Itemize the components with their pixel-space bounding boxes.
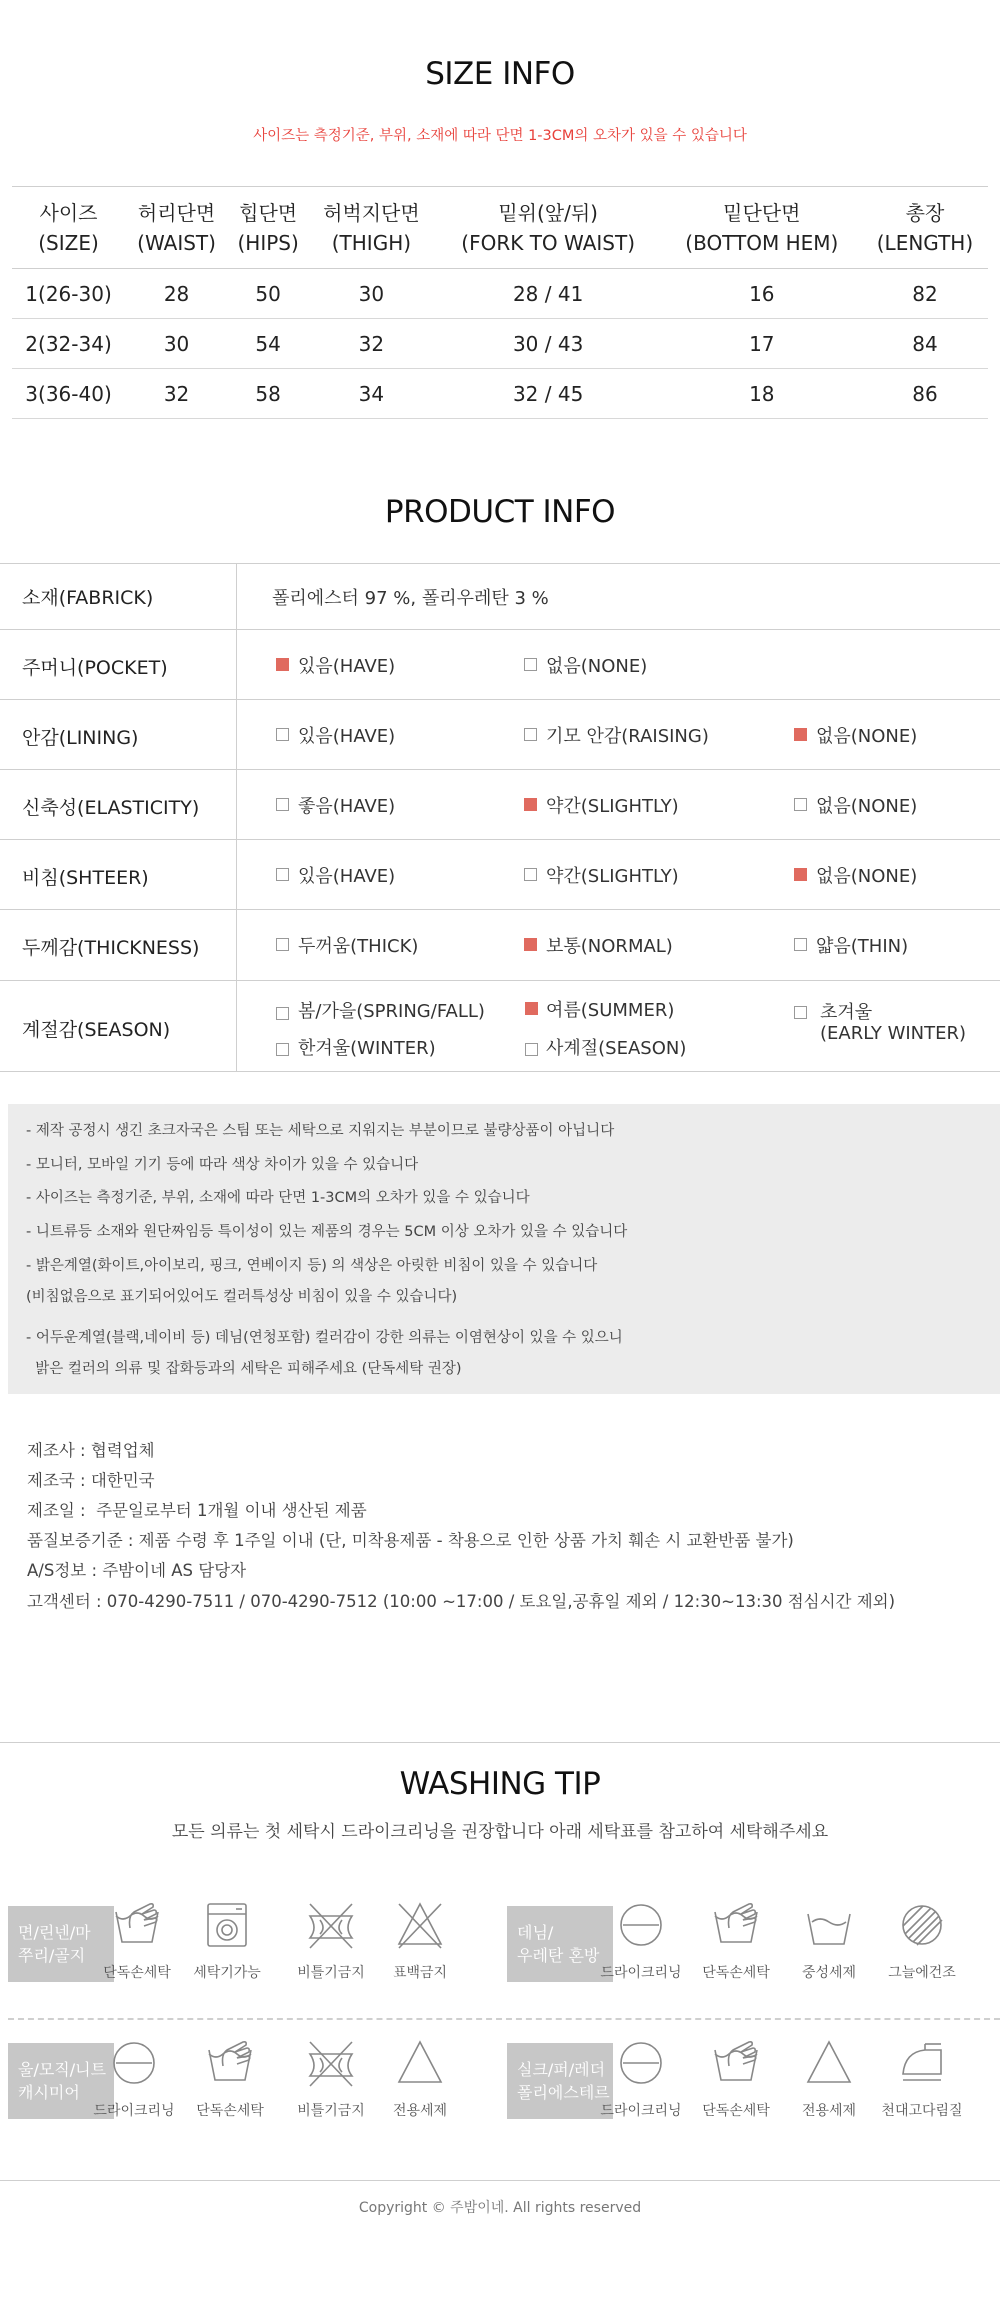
washing-item-label: 단독손세탁 bbox=[702, 2103, 770, 2119]
size-header-cell bbox=[228, 187, 308, 269]
season-checkbox-summer[interactable] bbox=[525, 1002, 538, 1015]
note-line: - 제작 공정시 생긴 초크자국은 스팀 또는 세탁으로 지워지는 부분이므로 불량상품이 아닙니다 bbox=[26, 1123, 615, 1139]
option-label: 없음(NONE) bbox=[546, 656, 648, 677]
maker-info-line: 제조사 : 협력업체 bbox=[27, 1441, 155, 1460]
size-header-cell bbox=[12, 187, 125, 269]
size-info-title: SIZE INFO bbox=[425, 56, 575, 92]
product-info-label: 비침(SHTEER) bbox=[22, 867, 149, 889]
washing-category-badge: 울/모직/니트 캐시미어 bbox=[8, 2043, 114, 2119]
note-line: - 어두운계열(블랙,네이비 등) 데님(연청포함) 컬러감이 강한 의류는 이염현상이 있을 수 있으니 bbox=[26, 1330, 623, 1346]
season-checkbox-winter[interactable] bbox=[276, 1043, 289, 1056]
size-table-cell: 58 bbox=[255, 381, 281, 406]
washing-item-label: 드라이크리닝 bbox=[600, 2103, 682, 2119]
hand-wash-icon bbox=[709, 1898, 763, 1952]
size-table-cell: 1(26-30) bbox=[25, 281, 112, 306]
maker-info-line: 제조일 : 주문일로부터 1개월 이내 생산된 제품 bbox=[27, 1501, 367, 1520]
fabric-value: 폴리에스터 97 %, 폴리우레탄 3 % bbox=[272, 588, 549, 609]
option-label: 없음(NONE) bbox=[816, 866, 918, 887]
size-header-ko: 밑위(앞/뒤) bbox=[498, 200, 598, 225]
option-checkbox[interactable] bbox=[794, 798, 807, 811]
size-table-cell: 32 bbox=[358, 331, 385, 356]
season-checkbox-all-season[interactable] bbox=[525, 1043, 538, 1056]
washing-tip-subtitle: 모든 의류는 첫 세탁시 드라이크리닝을 권장합니다 아래 세탁표를 참고하여 세탁해주세요 bbox=[171, 1822, 829, 1842]
washing-category-badge: 실크/퍼/레더 폴리에스테르 bbox=[507, 2043, 613, 2119]
size-header-en: (FORK TO WAIST) bbox=[461, 230, 635, 255]
size-table-cell: 28 / 41 bbox=[512, 281, 584, 306]
washing-item-label: 비틀기금지 bbox=[297, 1965, 365, 1981]
season-option-spring-fall: 봄/가을(SPRING/FALL) bbox=[298, 1001, 485, 1022]
option-checkbox[interactable] bbox=[276, 658, 289, 671]
product-info-row bbox=[0, 700, 1000, 770]
product-info-label: 안감(LINING) bbox=[22, 727, 139, 749]
size-header-cell bbox=[435, 187, 662, 269]
option-checkbox[interactable] bbox=[524, 728, 537, 741]
hand-wash-icon bbox=[203, 2036, 257, 2090]
no-wringing-icon bbox=[304, 1898, 358, 1952]
product-info-row bbox=[0, 910, 1000, 981]
note-line: - 모니터, 모바일 기기 등에 따라 색상 차이가 있을 수 있습니다 bbox=[26, 1157, 419, 1173]
shade-dry-icon bbox=[895, 1898, 949, 1952]
size-header-cell bbox=[862, 187, 988, 269]
option-checkbox[interactable] bbox=[524, 798, 537, 811]
dry-clean-icon bbox=[107, 2036, 161, 2090]
washing-item-label: 전용세제 bbox=[392, 2103, 448, 2119]
maker-info-line: A/S정보 : 주밤이네 AS 담당자 bbox=[27, 1561, 247, 1580]
size-table-cell: 84 bbox=[912, 331, 938, 356]
option-label: 있음(HAVE) bbox=[298, 866, 396, 887]
product-info-label: 두께감(THICKNESS) bbox=[22, 937, 200, 959]
dry-clean-icon bbox=[614, 1898, 668, 1952]
size-table-cell: 18 bbox=[749, 381, 775, 406]
option-label: 없음(NONE) bbox=[816, 726, 918, 747]
iron-with-cloth-icon bbox=[895, 2036, 949, 2090]
option-checkbox[interactable] bbox=[524, 868, 537, 881]
season-option-summer: 여름(SUMMER) bbox=[546, 1000, 675, 1021]
washing-item-label: 세탁기가능 bbox=[193, 1965, 261, 1981]
size-header-ko: 허벅지단면 bbox=[323, 200, 420, 225]
option-label: 좋음(HAVE) bbox=[298, 796, 396, 817]
dry-clean-icon bbox=[614, 2036, 668, 2090]
size-header-en: (LENGTH) bbox=[876, 230, 974, 255]
product-info-row bbox=[0, 840, 1000, 910]
size-table-cell: 54 bbox=[255, 331, 281, 356]
washing-machine-icon bbox=[200, 1898, 254, 1952]
size-table-header bbox=[12, 187, 988, 269]
season-checkbox-spring-fall[interactable] bbox=[276, 1007, 289, 1020]
size-table-cell: 32 bbox=[163, 381, 190, 406]
season-option-winter: 한겨울(WINTER) bbox=[298, 1038, 436, 1059]
size-table bbox=[12, 186, 988, 419]
option-label: 두꺼움(THICK) bbox=[298, 936, 419, 957]
size-table-cell: 3(36-40) bbox=[25, 381, 112, 406]
washing-category-badge: 데님/ 우레탄 혼방 bbox=[507, 1906, 613, 1982]
section-divider bbox=[0, 1742, 1000, 1743]
size-table-cell: 82 bbox=[912, 281, 938, 306]
special-detergent-icon bbox=[393, 2036, 447, 2090]
note-line: - 니트류등 소재와 원단짜임등 특이성이 있는 제품의 경우는 5CM 이상 오차가 있을 수 있습니다 bbox=[26, 1224, 628, 1240]
option-checkbox[interactable] bbox=[524, 938, 537, 951]
washing-category-badge: 면/린넨/마 쭈리/골지 bbox=[8, 1906, 114, 1982]
size-header-en: (HIPS) bbox=[237, 230, 299, 255]
size-header-cell bbox=[308, 187, 434, 269]
size-header-ko: 사이즈 bbox=[39, 200, 98, 225]
note-line: 밝은 컬러의 의류 및 잡화등과의 세탁은 피해주세요 (단독세탁 권장) bbox=[26, 1361, 462, 1377]
neutral-detergent-icon bbox=[802, 1898, 856, 1952]
footer-divider bbox=[0, 2180, 1000, 2181]
option-checkbox[interactable] bbox=[276, 728, 289, 741]
season-option-early-winter-en: (EARLY WINTER) bbox=[820, 1023, 967, 1044]
washing-item-label: 비틀기금지 bbox=[297, 2103, 365, 2119]
note-line: (비침없음으로 표기되어있어도 컬러특성상 비침이 있을 수 있습니다) bbox=[26, 1289, 458, 1305]
season-row bbox=[0, 981, 1000, 1072]
size-notice: 사이즈는 측정기준, 부위, 소재에 따라 단면 1-3CM의 오차가 있을 수 있습니다 bbox=[253, 128, 747, 144]
washing-item-label: 단독손세탁 bbox=[103, 1965, 171, 1981]
size-header-cell bbox=[125, 187, 228, 269]
washing-item-label: 단독손세탁 bbox=[196, 2103, 264, 2119]
size-table-cell: 2(32-34) bbox=[25, 331, 112, 356]
option-label: 있음(HAVE) bbox=[298, 656, 396, 677]
size-table-cell: 30 bbox=[358, 281, 385, 306]
no-bleach-icon bbox=[393, 1898, 447, 1952]
no-wringing-icon bbox=[304, 2036, 358, 2090]
washing-item-label: 천대고다림질 bbox=[881, 2103, 963, 2119]
note-line: - 밝은계열(화이트,아이보리, 핑크, 연베이지 등) 의 색상은 아릿한 비침이 있을 수 있습니다 bbox=[26, 1258, 598, 1274]
season-option-early-winter: 초겨울 bbox=[820, 1002, 873, 1023]
size-header-en: (BOTTOM HEM) bbox=[685, 230, 839, 255]
notes-box bbox=[8, 1104, 1000, 1394]
size-table-cell: 28 bbox=[163, 281, 190, 306]
option-checkbox[interactable] bbox=[794, 938, 807, 951]
option-checkbox[interactable] bbox=[276, 938, 289, 951]
washing-item-label: 드라이크리닝 bbox=[600, 1965, 682, 1981]
hand-wash-icon bbox=[110, 1898, 164, 1952]
copyright: Copyright © 주밤이네. All rights reserved bbox=[358, 2200, 642, 2216]
season-checkbox-early-winter[interactable] bbox=[794, 1006, 807, 1019]
size-header-ko: 밑단단면 bbox=[723, 200, 801, 225]
washing-item-label: 드라이크리닝 bbox=[93, 2103, 175, 2119]
size-header-en: (THIGH) bbox=[331, 230, 412, 255]
product-info-row bbox=[0, 770, 1000, 840]
product-info-label: 신축성(ELASTICITY) bbox=[22, 797, 200, 819]
fabric-row bbox=[0, 563, 1000, 630]
size-header-cell bbox=[662, 187, 862, 269]
size-header-en: (WAIST) bbox=[137, 230, 216, 255]
option-label: 보통(NORMAL) bbox=[546, 936, 673, 957]
season-option-all-season: 사계절(SEASON) bbox=[546, 1038, 687, 1059]
size-table-row bbox=[12, 369, 988, 419]
size-table-row bbox=[12, 319, 988, 369]
size-table-cell: 32 / 45 bbox=[512, 381, 584, 406]
size-header-en: (SIZE) bbox=[38, 230, 99, 255]
fabric-label: 소재(FABRICK) bbox=[22, 587, 154, 609]
size-header-ko: 총장 bbox=[905, 200, 945, 225]
hand-wash-icon bbox=[709, 2036, 763, 2090]
option-label: 기모 안감(RAISING) bbox=[546, 726, 709, 747]
option-label: 얇음(THIN) bbox=[816, 936, 909, 957]
maker-info-line: 품질보증기준 : 제품 수령 후 1주일 이내 (단, 미착용제품 - 착용으로 인한 상품 가치 훼손 시 교환반품 불가) bbox=[27, 1531, 794, 1550]
washing-dashed-divider bbox=[8, 2018, 1000, 2020]
note-line: - 사이즈는 측정기준, 부위, 소재에 따라 단면 1-3CM의 오차가 있을 수 있습니다 bbox=[26, 1190, 530, 1206]
option-checkbox[interactable] bbox=[794, 728, 807, 741]
option-checkbox[interactable] bbox=[276, 798, 289, 811]
size-table-cell: 17 bbox=[749, 331, 775, 356]
size-table-cell: 30 / 43 bbox=[512, 331, 584, 356]
size-header-ko: 힙단면 bbox=[239, 200, 298, 225]
size-table-cell: 50 bbox=[255, 281, 281, 306]
option-checkbox[interactable] bbox=[794, 868, 807, 881]
option-label: 없음(NONE) bbox=[816, 796, 918, 817]
size-table-cell: 34 bbox=[358, 381, 385, 406]
option-label: 약간(SLIGHTLY) bbox=[546, 866, 679, 887]
product-info-row bbox=[0, 630, 1000, 700]
season-label: 계절감(SEASON) bbox=[22, 1019, 171, 1041]
washing-item-label: 표백금지 bbox=[392, 1965, 448, 1981]
option-checkbox[interactable] bbox=[276, 868, 289, 881]
washing-item-label: 중성세제 bbox=[801, 1965, 857, 1981]
washing-item-label: 그늘에건조 bbox=[888, 1965, 956, 1981]
product-info-label: 주머니(POCKET) bbox=[22, 657, 168, 679]
size-table-cell: 16 bbox=[749, 281, 775, 306]
customer-center: 고객센터 : 070-4290-7511 / 070-4290-7512 (10:00 ~17:00 / 토요일,공휴일 제외 / 12:30~13:30 점심시간 제외) bbox=[27, 1592, 896, 1611]
size-header-ko: 허리단면 bbox=[137, 200, 216, 225]
maker-info-line: 제조국 : 대한민국 bbox=[27, 1471, 155, 1490]
option-label: 있음(HAVE) bbox=[298, 726, 396, 747]
size-table-cell: 86 bbox=[912, 381, 938, 406]
washing-tip-title: WASHING TIP bbox=[399, 1766, 601, 1802]
option-label: 약간(SLIGHTLY) bbox=[546, 796, 679, 817]
product-info-title: PRODUCT INFO bbox=[384, 494, 616, 530]
size-table-cell: 30 bbox=[163, 331, 190, 356]
washing-item-label: 전용세제 bbox=[801, 2103, 857, 2119]
special-detergent-icon bbox=[802, 2036, 856, 2090]
size-table-row bbox=[12, 269, 988, 319]
option-checkbox[interactable] bbox=[524, 658, 537, 671]
washing-item-label: 단독손세탁 bbox=[702, 1965, 770, 1981]
